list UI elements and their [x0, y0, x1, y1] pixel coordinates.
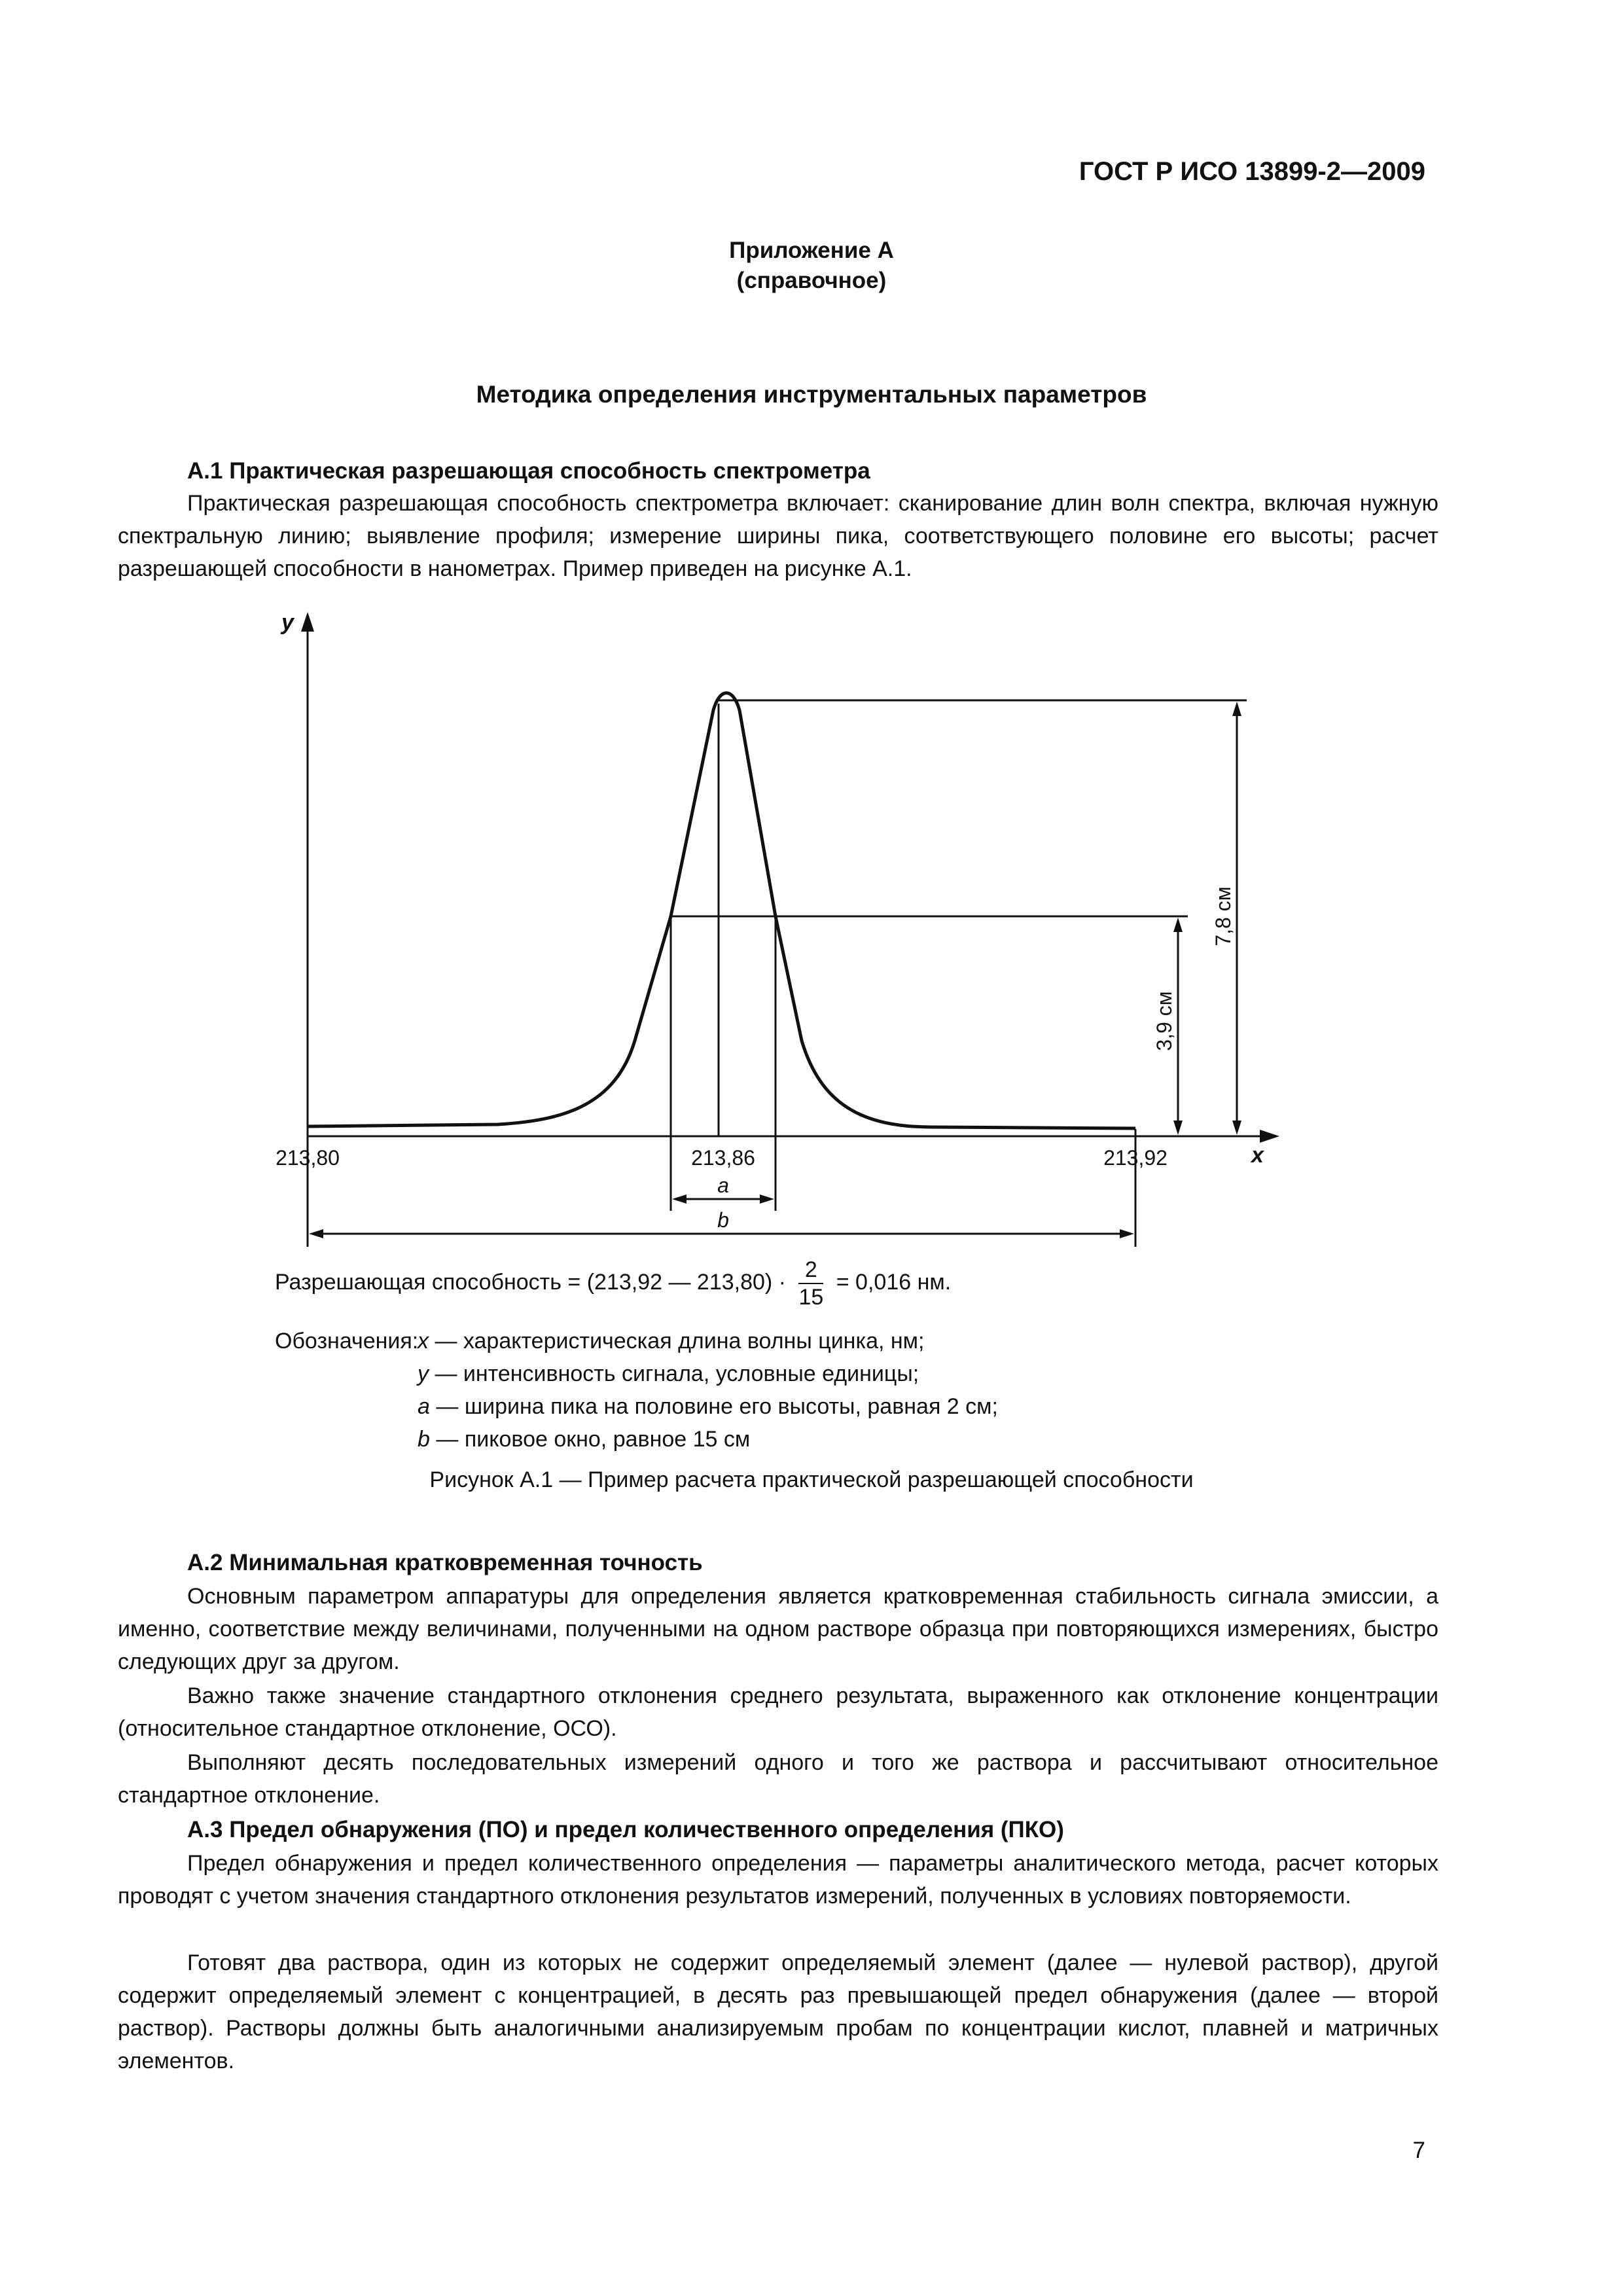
arrowhead: [672, 1194, 687, 1204]
x-axis-label: x: [1251, 1143, 1264, 1168]
legend-item: [418, 1325, 998, 1357]
formula-fraction: [798, 1257, 823, 1310]
section-a2-paragraph-1: Основным параметром аппаратуры для определения является кратковременная стабильность сигнала эмиссии, а именно, соответствие между величинами, полученными на одном растворе образца при повторяющихся измерениях, быстро следующих друг за другом.: [118, 1584, 1438, 1674]
arrowhead: [1232, 1121, 1241, 1135]
arrowhead: [309, 1229, 323, 1238]
formula-prefix: Разрешающая способность = (213,92 — 213,80) ·: [275, 1269, 787, 1295]
legend-text: — ширина пика на половине его высоты, равная 2 см;: [429, 1394, 998, 1419]
arrowhead: [1120, 1229, 1134, 1238]
section-a3-paragraph-2: Готовят два раствора, один из которых не содержит определяемый элемент (далее — нулевой раствор), другой содержит определяемый элемент с концентрацией, в десять раз превышающей предел обнаружения (далее — второй раствор). Растворы должны быть аналогичными анализируемым пробам по концентрации кислот, плавней и матричных элементов.: [118, 1950, 1438, 2073]
legend-symbol: y: [418, 1361, 429, 1386]
formula-numerator: 2: [798, 1257, 823, 1284]
page-title: Методика определения инструментальных параметров: [476, 381, 1147, 408]
legend-symbol: b: [418, 1427, 430, 1452]
legend-item: [418, 1423, 998, 1456]
full-height-label: 7,8 см: [1211, 886, 1235, 946]
resolution-formula: [275, 1257, 951, 1310]
legend-text: — интенсивность сигнала, условные единицы;: [429, 1361, 919, 1386]
dimension-a-label: a: [717, 1174, 729, 1197]
formula-result: = 0,016 нм.: [836, 1269, 952, 1295]
legend-text: — пиковое окно, равное 15 см: [429, 1427, 751, 1452]
annex-subtitle: (справочное): [736, 268, 887, 293]
y-axis-label: y: [281, 610, 294, 635]
half-height-label: 3,9 см: [1152, 991, 1176, 1051]
arrowhead: [1173, 1121, 1183, 1135]
legend-intro: Обозначения:: [275, 1329, 419, 1354]
legend-item: [418, 1390, 998, 1423]
section-a1-paragraph: Практическая разрешающая способность спектрометра включает: сканирование длин волн спектра, включая нужную спектральную линию; выявление профиля; измерение ширины пика, соответствующего половине его высоты; расчет разрешающей способности в нанометрах. Пример приведен на рисунке А.1.: [118, 491, 1438, 581]
page-number: 7: [1412, 2138, 1425, 2163]
tick-label-right: 213,92: [1103, 1146, 1168, 1170]
legend-item: [418, 1357, 998, 1390]
figure-caption: Рисунок А.1 — Пример расчета практической разрешающей способности: [429, 1467, 1194, 1492]
legend-symbol: a: [418, 1394, 430, 1419]
legend-text: — характеристическая длина волны цинка, нм;: [429, 1329, 925, 1354]
tick-label-mid: 213,86: [691, 1146, 755, 1170]
section-a3-paragraph-1: Предел обнаружения и предел количественного определения — параметры аналитического метода, расчет которых проводят с учетом значения стандартного отклонения результатов измерений, полученных в условиях повторяемости.: [118, 1851, 1438, 1909]
tick-label-left: 213,80: [276, 1146, 340, 1170]
section-a2-paragraph-2: Важно также значение стандартного отклонения среднего результата, выраженного как отклонение концентрации (относительное стандартное отклонение, ОСО).: [118, 1683, 1438, 1741]
section-a3-heading: А.3 Предел обнаружения (ПО) и предел количественного определения (ПКО): [187, 1817, 1064, 1842]
y-axis-arrow: [301, 612, 314, 632]
annex-title: Приложение А: [729, 238, 894, 263]
arrowhead: [1232, 702, 1241, 716]
dimension-b-label: b: [717, 1208, 729, 1232]
arrowhead: [1173, 918, 1183, 932]
spectral-peak-curve: [308, 693, 1135, 1128]
legend-symbol: x: [418, 1329, 429, 1354]
document-code: ГОСТ Р ИСО 13899-2—2009: [1079, 157, 1425, 186]
section-a2-paragraph-3: Выполняют десять последовательных измерений одного и того же раствора и рассчитывают относительное стандартное отклонение.: [118, 1750, 1438, 1808]
arrowhead: [760, 1194, 774, 1204]
section-a2-heading: А.2 Минимальная кратковременная точность: [187, 1550, 703, 1575]
section-a1-heading: А.1 Практическая разрешающая способность спектрометра: [187, 458, 870, 484]
formula-denominator: 15: [798, 1285, 824, 1310]
x-axis-arrow: [1260, 1130, 1279, 1143]
legend: [418, 1325, 998, 1456]
